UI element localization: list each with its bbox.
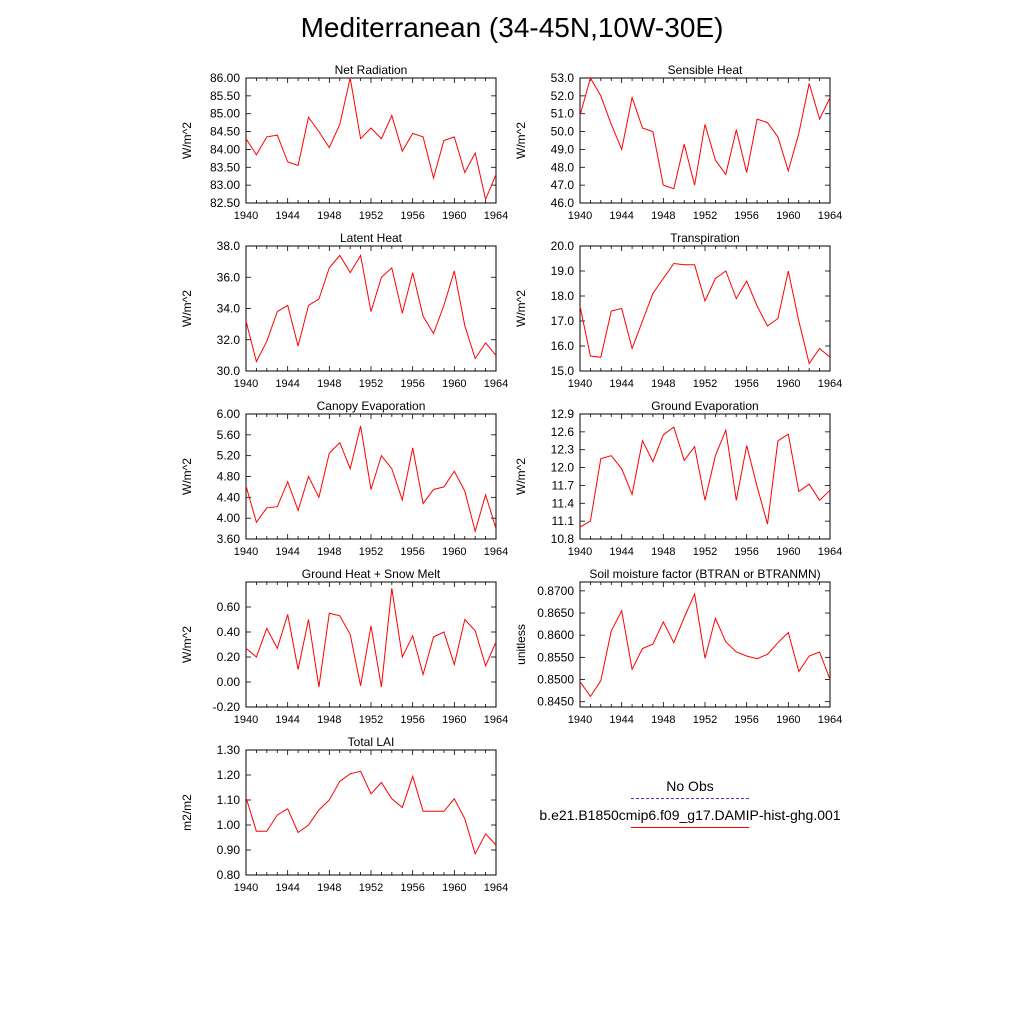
x-tick-label: 1948 bbox=[317, 714, 342, 726]
x-tick-label: 1952 bbox=[358, 714, 384, 726]
y-tick-label: 11.4 bbox=[551, 496, 574, 511]
y-tick-label: 52.0 bbox=[550, 88, 574, 103]
chart-title: Sensible Heat bbox=[667, 63, 743, 77]
series-line bbox=[246, 771, 496, 854]
y-axis-label: W/m^2 bbox=[180, 458, 194, 495]
y-tick-label: 47.0 bbox=[550, 178, 574, 193]
x-tick-label: 1960 bbox=[442, 882, 467, 894]
y-tick-label: 0.90 bbox=[216, 843, 240, 857]
chart-panel-2 bbox=[514, 63, 842, 222]
x-tick-label: 1940 bbox=[567, 210, 593, 222]
y-tick-label: 4.40 bbox=[216, 490, 240, 505]
x-tick-label: 1964 bbox=[483, 882, 509, 894]
y-tick-label: 19.0 bbox=[550, 264, 574, 278]
x-tick-label: 1952 bbox=[692, 714, 718, 726]
y-axis-label: W/m^2 bbox=[180, 290, 194, 327]
plot-frame bbox=[246, 246, 496, 371]
chart-title: Latent Heat bbox=[339, 231, 403, 245]
x-tick-label: 1960 bbox=[776, 378, 801, 390]
y-tick-label: 38.0 bbox=[216, 239, 240, 253]
y-tick-label: 11.1 bbox=[551, 514, 574, 529]
y-tick-label: 0.20 bbox=[216, 650, 240, 664]
y-tick-label: 10.8 bbox=[550, 532, 574, 546]
y-tick-label: 50.0 bbox=[550, 124, 574, 139]
y-tick-label: 12.3 bbox=[550, 442, 574, 457]
chart-title: Ground Evaporation bbox=[651, 399, 759, 413]
plot-frame bbox=[246, 78, 496, 203]
x-tick-label: 1944 bbox=[609, 210, 634, 222]
x-tick-label: 1956 bbox=[734, 714, 759, 726]
x-tick-label: 1944 bbox=[275, 714, 300, 726]
y-tick-label: 0.60 bbox=[216, 600, 240, 614]
y-tick-label: 48.0 bbox=[550, 160, 574, 175]
y-tick-label: 85.00 bbox=[209, 106, 240, 121]
y-tick-label: 49.0 bbox=[550, 142, 574, 157]
x-tick-label: 1964 bbox=[817, 210, 843, 222]
y-tick-label: 17.0 bbox=[550, 314, 574, 328]
y-tick-label: 0.8550 bbox=[537, 650, 574, 665]
y-tick-label: 1.10 bbox=[216, 793, 240, 807]
chart-panel-6 bbox=[514, 399, 842, 558]
y-axis-label: W/m^2 bbox=[180, 626, 194, 663]
y-tick-label: 1.20 bbox=[216, 768, 240, 782]
chart-title: Ground Heat + Snow Melt bbox=[301, 567, 441, 581]
x-tick-label: 1960 bbox=[776, 714, 801, 726]
x-tick-label: 1952 bbox=[692, 546, 718, 558]
x-tick-label: 1944 bbox=[275, 546, 300, 558]
y-tick-label: 4.00 bbox=[216, 511, 240, 526]
chart-title: Total LAI bbox=[347, 735, 395, 749]
x-tick-label: 1964 bbox=[817, 546, 843, 558]
y-tick-label: 53.0 bbox=[550, 71, 574, 85]
chart-panel-7 bbox=[180, 567, 508, 726]
plot-frame bbox=[580, 414, 830, 539]
x-tick-label: 1956 bbox=[734, 546, 759, 558]
x-tick-label: 1944 bbox=[609, 378, 634, 390]
y-axis-label: W/m^2 bbox=[180, 122, 194, 159]
x-tick-label: 1952 bbox=[358, 210, 384, 222]
y-tick-label: 84.00 bbox=[209, 142, 240, 157]
legend-obs-line bbox=[631, 798, 749, 799]
y-tick-label: 46.0 bbox=[550, 196, 574, 210]
y-tick-label: 83.00 bbox=[209, 178, 240, 193]
x-tick-label: 1944 bbox=[609, 546, 634, 558]
x-tick-label: 1940 bbox=[567, 714, 593, 726]
chart-title: Canopy Evaporation bbox=[316, 399, 426, 413]
y-tick-label: 11.7 bbox=[551, 478, 574, 493]
x-tick-label: 1940 bbox=[567, 378, 593, 390]
y-tick-label: 0.8700 bbox=[537, 583, 574, 598]
x-tick-label: 1948 bbox=[317, 882, 342, 894]
page-title: Mediterranean (34-45N,10W-30E) bbox=[300, 12, 724, 43]
legend-model-line bbox=[631, 827, 749, 828]
y-tick-label: 36.0 bbox=[216, 270, 240, 285]
series-line bbox=[246, 255, 496, 361]
chart-panel-3 bbox=[180, 231, 508, 390]
x-tick-label: 1944 bbox=[275, 378, 300, 390]
chart-panel-8 bbox=[514, 567, 842, 726]
y-tick-label: 18.0 bbox=[550, 289, 574, 303]
plot-frame bbox=[246, 750, 496, 875]
legend-obs-label: No Obs bbox=[666, 778, 714, 794]
x-tick-label: 1964 bbox=[817, 378, 843, 390]
x-tick-label: 1948 bbox=[651, 210, 676, 222]
y-axis-label: m2/m2 bbox=[180, 794, 194, 831]
y-tick-label: 34.0 bbox=[216, 301, 240, 316]
plot-frame bbox=[246, 414, 496, 539]
x-tick-label: 1964 bbox=[483, 546, 509, 558]
x-tick-label: 1940 bbox=[567, 546, 593, 558]
y-tick-label: 12.9 bbox=[550, 407, 574, 421]
y-tick-label: 12.0 bbox=[550, 460, 574, 475]
y-tick-label: 4.80 bbox=[216, 469, 240, 484]
y-axis-label: W/m^2 bbox=[514, 122, 528, 159]
x-tick-label: 1944 bbox=[275, 210, 300, 222]
legend-model-label: b.e21.B1850cmip6.f09_g17.DAMIP-hist-ghg.001 bbox=[539, 807, 841, 823]
plot-frame bbox=[580, 246, 830, 371]
y-axis-label: W/m^2 bbox=[514, 458, 528, 495]
y-tick-label: 12.6 bbox=[550, 424, 574, 439]
y-tick-label: 16.0 bbox=[550, 339, 574, 353]
x-tick-label: 1940 bbox=[233, 378, 259, 390]
x-tick-label: 1944 bbox=[609, 714, 634, 726]
x-tick-label: 1956 bbox=[734, 378, 759, 390]
x-tick-label: 1940 bbox=[233, 210, 259, 222]
x-tick-label: 1948 bbox=[651, 378, 676, 390]
series-line bbox=[580, 427, 830, 527]
chart-panel-4 bbox=[514, 231, 842, 390]
series-line bbox=[580, 78, 830, 189]
x-tick-label: 1960 bbox=[776, 210, 801, 222]
x-tick-label: 1960 bbox=[442, 378, 467, 390]
y-tick-label: 3.60 bbox=[216, 532, 240, 546]
y-tick-label: 0.8500 bbox=[537, 672, 574, 687]
x-tick-label: 1940 bbox=[233, 546, 259, 558]
x-tick-label: 1948 bbox=[317, 546, 342, 558]
legend bbox=[520, 778, 860, 828]
x-tick-label: 1960 bbox=[442, 546, 467, 558]
y-tick-label: 0.8650 bbox=[537, 606, 574, 621]
y-axis-label: unitless bbox=[514, 624, 528, 665]
x-tick-label: 1944 bbox=[275, 882, 300, 894]
y-tick-label: 20.0 bbox=[550, 239, 574, 253]
x-tick-label: 1952 bbox=[358, 546, 384, 558]
series-line bbox=[246, 426, 496, 531]
y-tick-label: 51.0 bbox=[550, 106, 574, 121]
y-tick-label: 86.00 bbox=[209, 71, 240, 85]
x-tick-label: 1956 bbox=[400, 882, 425, 894]
x-tick-label: 1952 bbox=[358, 378, 384, 390]
x-tick-label: 1956 bbox=[400, 378, 425, 390]
chart-panel-9 bbox=[180, 735, 508, 894]
series-line bbox=[580, 264, 830, 364]
x-tick-label: 1956 bbox=[400, 210, 425, 222]
x-tick-label: 1956 bbox=[734, 210, 759, 222]
chart-title: Net Radiation bbox=[334, 63, 408, 77]
x-tick-label: 1940 bbox=[233, 882, 259, 894]
y-tick-label: 0.8450 bbox=[537, 694, 574, 709]
plot-frame bbox=[580, 582, 830, 707]
x-tick-label: 1956 bbox=[400, 714, 425, 726]
x-tick-label: 1964 bbox=[483, 714, 509, 726]
y-tick-label: 30.0 bbox=[216, 364, 240, 378]
x-tick-label: 1964 bbox=[817, 714, 843, 726]
y-tick-label: 0.80 bbox=[216, 868, 240, 882]
y-tick-label: 82.50 bbox=[209, 196, 240, 210]
x-tick-label: 1964 bbox=[483, 210, 509, 222]
y-axis-label: W/m^2 bbox=[514, 290, 528, 327]
chart-title: Transpiration bbox=[670, 231, 740, 245]
y-tick-label: 83.50 bbox=[209, 160, 240, 175]
y-tick-label: 15.0 bbox=[550, 364, 574, 378]
chart-title: Soil moisture factor (BTRAN or BTRANMN) bbox=[589, 567, 821, 581]
chart-panel-5 bbox=[180, 399, 508, 558]
x-tick-label: 1952 bbox=[358, 882, 384, 894]
x-tick-label: 1948 bbox=[651, 546, 676, 558]
y-tick-label: 5.20 bbox=[216, 448, 240, 463]
y-tick-label: 0.00 bbox=[216, 675, 240, 689]
series-line bbox=[246, 78, 496, 199]
x-tick-label: 1940 bbox=[233, 714, 259, 726]
y-tick-label: 0.8600 bbox=[537, 628, 574, 643]
y-tick-label: 32.0 bbox=[216, 332, 240, 347]
y-tick-label: 1.30 bbox=[216, 743, 240, 757]
y-tick-label: 5.60 bbox=[216, 427, 240, 442]
y-tick-label: 0.40 bbox=[216, 625, 240, 639]
x-tick-label: 1960 bbox=[776, 546, 801, 558]
y-tick-label: 1.00 bbox=[216, 818, 240, 832]
y-tick-label: 85.50 bbox=[209, 88, 240, 103]
y-tick-label: -0.20 bbox=[212, 700, 240, 714]
x-tick-label: 1956 bbox=[400, 546, 425, 558]
x-tick-label: 1960 bbox=[442, 210, 467, 222]
x-tick-label: 1952 bbox=[692, 378, 718, 390]
y-tick-label: 84.50 bbox=[209, 124, 240, 139]
y-tick-label: 6.00 bbox=[216, 407, 240, 421]
series-line bbox=[246, 588, 496, 687]
x-tick-label: 1960 bbox=[442, 714, 467, 726]
series-line bbox=[580, 594, 830, 696]
chart-panel-1 bbox=[180, 63, 508, 222]
x-tick-label: 1948 bbox=[317, 378, 342, 390]
x-tick-label: 1952 bbox=[692, 210, 718, 222]
x-tick-label: 1948 bbox=[651, 714, 676, 726]
x-tick-label: 1964 bbox=[483, 378, 509, 390]
x-tick-label: 1948 bbox=[317, 210, 342, 222]
